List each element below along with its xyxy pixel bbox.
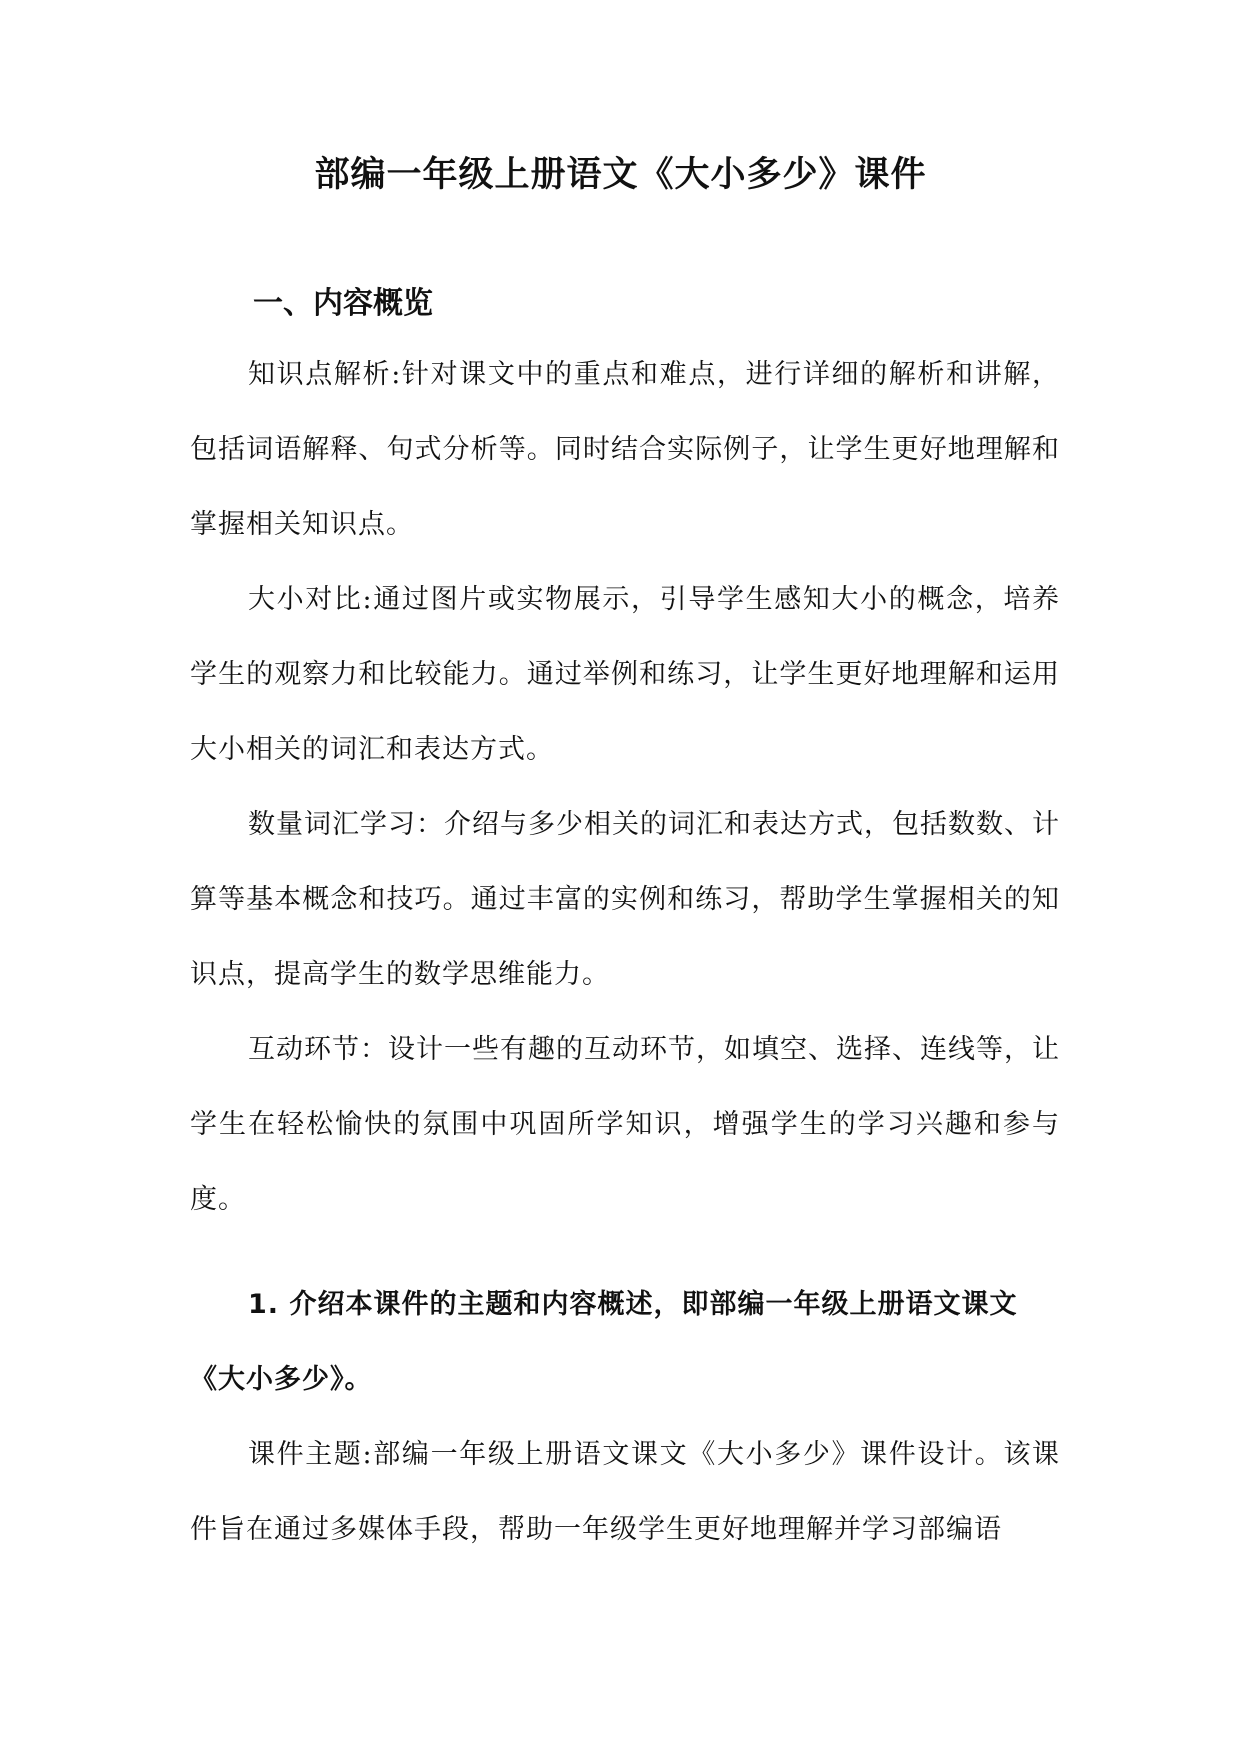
paragraph-interactive-session: 互动环节：设计一些有趣的互动环节，如填空、选择、连线等，让学生在轻松愉快的氛围中巩固所学知识，增强学生的学习兴趣和参与度。	[190, 1034, 1060, 1215]
subsection-heading: 1. 介绍本课件的主题和内容概述，即部编一年级上册语文课文《大小多少》。	[190, 1289, 1018, 1395]
section-heading-overview: 一、内容概览	[253, 286, 433, 321]
paragraph-size-comparison: 大小对比:通过图片或实物展示，引导学生感知大小的概念，培养学生的观察力和比较能力。通过举例和练习，让学生更好地理解和运用大小相关的词汇和表达方式。	[190, 584, 1060, 765]
subsection-body	[190, 1267, 1060, 1567]
paragraph-quantity-vocabulary: 数量词汇学习：介绍与多少相关的词汇和表达方式，包括数数、计算等基本概念和技巧。通过丰富的实例和练习，帮助学生掌握相关的知识点，提高学生的数学思维能力。	[190, 809, 1060, 990]
paragraph-knowledge-analysis: 知识点解析:针对课文中的重点和难点，进行详细的解析和讲解，包括词语解释、句式分析等。同时结合实际例子，让学生更好地理解和掌握相关知识点。	[190, 359, 1060, 540]
section-body	[190, 337, 1060, 1237]
page-title: 部编一年级上册语文《大小多少》课件	[314, 155, 927, 195]
paragraph-courseware-theme: 课件主题:部编一年级上册语文课文《大小多少》课件设计。该课件旨在通过多媒体手段，帮助一年级学生更好地理解并学习部编语	[190, 1439, 1060, 1545]
